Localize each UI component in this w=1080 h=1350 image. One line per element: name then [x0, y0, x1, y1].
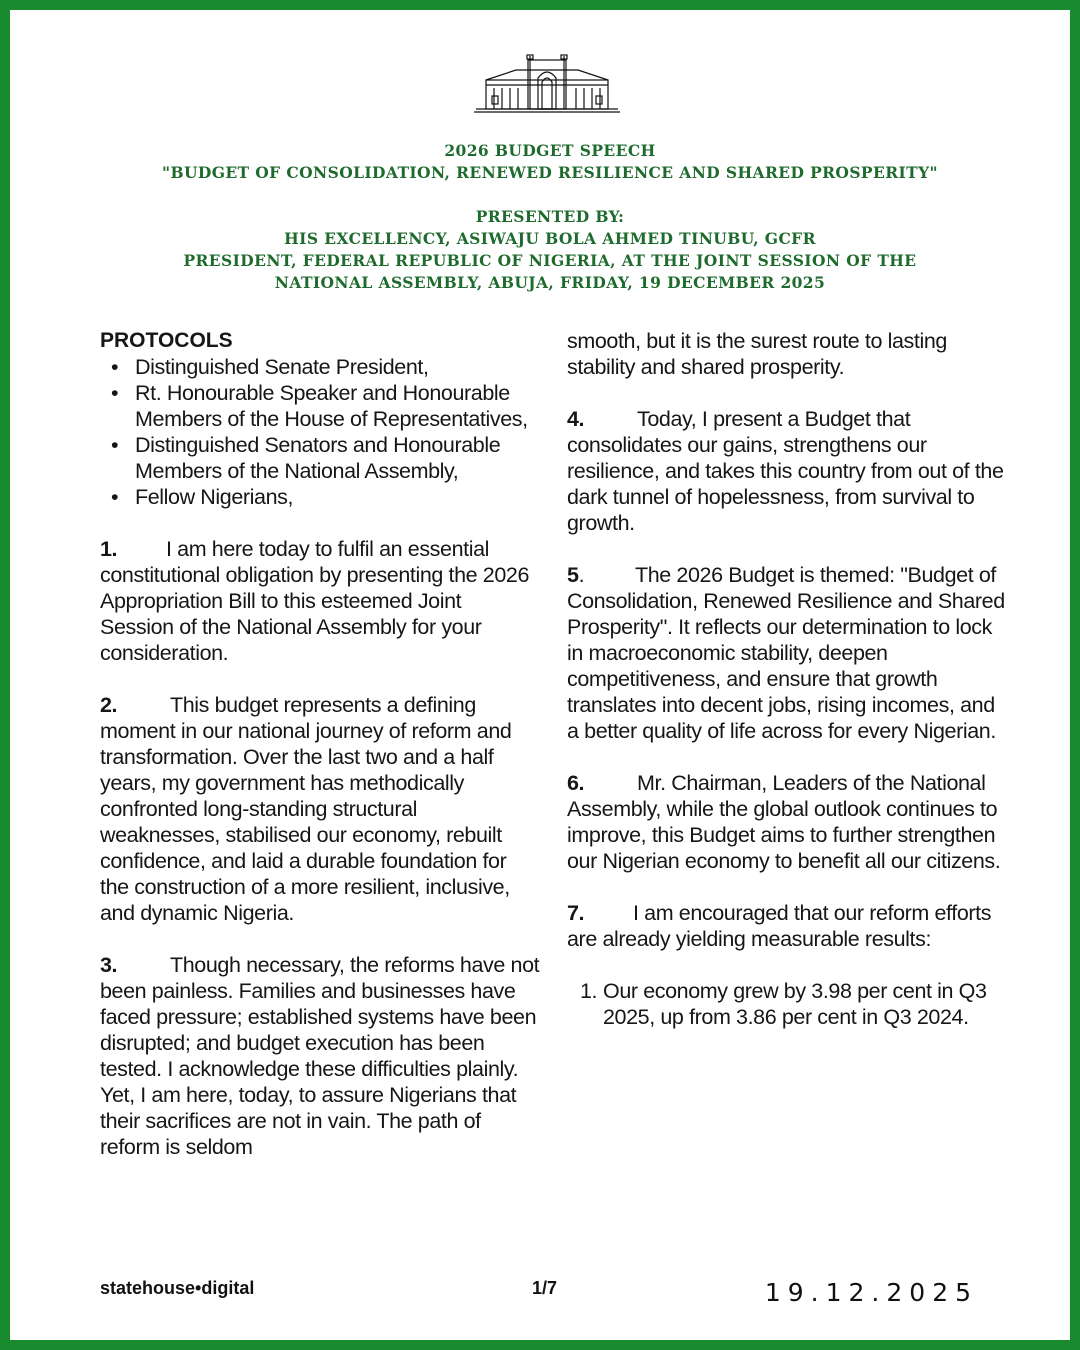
list-item-index: 1. — [580, 979, 598, 1003]
header-speech-title: 2026 BUDGET SPEECH — [444, 141, 656, 160]
national-assembly-building-icon — [472, 52, 622, 116]
paragraph-3-continued: smooth, but it is the surest route to lasting stability and shared prosperity. — [567, 329, 947, 379]
paragraph-text: Though necessary, the reforms have not been painless. Families and businesses have faced pressure; established systems have been disrupted; and budget execution has been tested. I acknowledge these difficulties plainly. Yet, I am here, today, to assure Nigerians that their sacrifices are not in vain. The path of reform is seldom — [100, 953, 540, 1159]
paragraph-text: I am encouraged that our reform efforts are already yielding measurable results: — [567, 901, 992, 951]
header-venue-date: NATIONAL ASSEMBLY, ABUJA, FRIDAY, 19 DECEMBER 2025 — [274, 273, 826, 292]
paragraph-number: 2. — [100, 693, 118, 717]
page-number: 1/7 — [532, 1278, 558, 1298]
brand-name: statehouse•digital — [100, 1278, 255, 1298]
paragraph-5 — [567, 562, 1007, 744]
paragraph-text: Today, I present a Budget that consolidates our gains, strengthens our resilience, and takes this country from out of the dark tunnel of hopelessness, from survival to growth. — [567, 407, 1004, 535]
left-column — [100, 328, 540, 1186]
protocols-heading: PROTOCOLS — [100, 329, 233, 352]
paragraph-number — [567, 562, 635, 588]
header-presenter-name: HIS EXCELLENCY, ASIWAJU BOLA AHMED TINUBU, GCFR — [284, 229, 816, 248]
paragraph-text: I am here today to fulfil an essential constitutional obligation by presenting the 2026 Appropriation Bill to this esteemed Joint Session of the National Assembly for your consideration. — [100, 537, 530, 665]
header-budget-theme: "BUDGET OF CONSOLIDATION, RENEWED RESILIENCE AND SHARED PROSPERITY" — [161, 163, 939, 182]
paragraph-6 — [567, 770, 1007, 874]
right-column — [567, 328, 1007, 1030]
list-item: • Distinguished Senate President, — [100, 354, 540, 380]
paragraph-number: 4. — [567, 407, 585, 431]
list-item: • Rt. Honourable Speaker and Honourable Members of the House of Representatives, — [100, 380, 540, 432]
paragraph-number: 6. — [567, 771, 585, 795]
paragraph-number: 1. — [100, 537, 118, 561]
list-item: • Distinguished Senators and Honourable Members of the National Assembly, — [100, 432, 540, 484]
header-presented-by: PRESENTED BY: — [475, 207, 625, 226]
paragraph-number: 3. — [100, 953, 118, 977]
list-item: • Fellow Nigerians, — [100, 484, 540, 510]
footer-date: 19.12.2025 — [764, 1278, 978, 1307]
paragraph-text: This budget represents a defining moment in our national journey of reform and transformation. Over the last two and a half years, my government has methodically confronted long-standing structural weaknesses, stabilised our economy, rebuilt confidence, and laid a durable foundation for the construction of a more resilient, inclusive, and dynamic Nigeria. — [100, 693, 512, 925]
paragraph-text: Mr. Chairman, Leaders of the National Assembly, while the global outlook continues to improve, this Budget aims to further strengthen our Nigerian economy to benefit all our citizens. — [567, 771, 1001, 873]
results-list — [567, 978, 1007, 1030]
paragraph-1 — [100, 536, 540, 666]
speech-header — [70, 140, 1030, 294]
paragraph-number-digit: 5 — [567, 563, 579, 587]
paragraph-2 — [100, 692, 540, 926]
paragraph-text: The 2026 Budget is themed: "Budget of Consolidation, Renewed Resilience and Shared Prosperity". It reflects our determination to lock in macroeconomic stability, deepen competitiveness, and ensure that growth translates into decent jobs, rising incomes, and a better quality of life across for every Nigerian. — [567, 563, 1005, 743]
paragraph-7 — [567, 900, 1007, 952]
list-item — [580, 978, 1007, 1030]
paragraph-number-dot: . — [578, 563, 585, 587]
header-presenter-title: PRESIDENT, FEDERAL REPUBLIC OF NIGERIA, AT THE JOINT SESSION OF THE — [183, 251, 917, 270]
paragraph-3 — [100, 952, 540, 1160]
protocols-list — [100, 354, 540, 510]
list-item-text: Our economy grew by 3.98 per cent in Q3 2025, up from 3.86 per cent in Q3 2024. — [603, 979, 987, 1029]
paragraph-4 — [567, 406, 1007, 536]
paragraph-number: 7. — [567, 901, 585, 925]
